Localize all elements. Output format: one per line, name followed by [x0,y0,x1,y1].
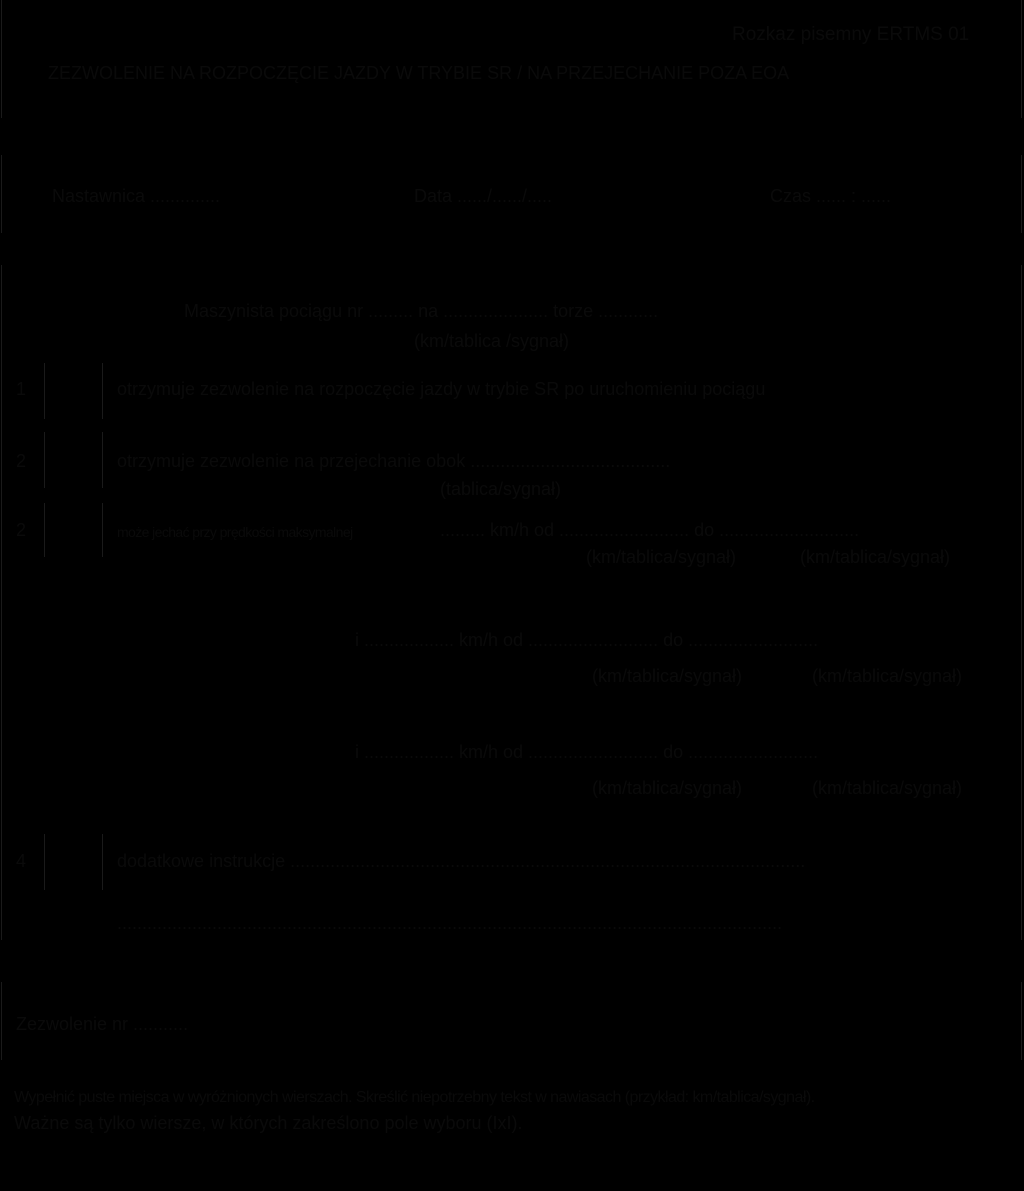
form-title: ZEZWOLENIE NA ROZPOCZĘCIE JAZDY W TRYBIE SR / NA PRZEJECHANIE POZA EOA [48,63,790,83]
right-border-top [1021,0,1022,118]
row3-sub1-hint-to: (km/tablica/sygnał) [812,666,963,686]
footer-instructions: Wypełnić puste miejsca w wyróżnionych wierszach. Skreślić niepotrzebny tekst w nawiasach (przykład: km/tablica/sygnał). [14,1089,815,1106]
date-field[interactable]: Data ....../....../..... [414,186,553,206]
row3-sub2-hint-from: (km/tablica/sygnał) [592,778,743,798]
row3-sub2-hint-to: (km/tablica/sygnał) [812,778,963,798]
form-id: Rozkaz pisemny ERTMS 01 [732,24,970,45]
row3-checkbox[interactable] [44,503,104,557]
nastawnica-field[interactable]: Nastawnica .............. [52,186,221,206]
right-border-main [1021,265,1022,940]
row3-sub1-hint-from: (km/tablica/sygnał) [592,666,743,686]
driver-line[interactable]: Maszynista pociągu nr ......... na ..................... torze ............ [184,301,659,321]
row4-text[interactable]: dodatkowe instrukcje ....................................................................................................... [117,851,806,871]
row3-sub1-line[interactable]: i .................. km/h od .......................... do .......................... [355,630,819,650]
row2-number: 2 [16,451,27,471]
row3-hint-to: (km/tablica/sygnał) [800,547,951,567]
left-border-main [1,265,2,940]
row3-prefix: może jechać przy prędkości maksymalnej [117,524,353,540]
row3-number: 2 [16,520,27,540]
row4-checkbox[interactable] [44,834,104,890]
row1-number: 1 [16,379,27,399]
left-border-permit [1,982,2,1060]
row3-speed-line[interactable]: ......... km/h od .......................... do ............................ [440,520,860,540]
row4-continuation[interactable]: ..................................................................................................................................... [117,913,783,933]
permit-number[interactable]: Zezwolenie nr ........... [16,1014,189,1034]
row2-checkbox[interactable] [44,432,104,488]
left-border-top [1,0,2,118]
left-border-info [1,155,2,233]
row2-text[interactable]: otrzymuje zezwolenie na przejechanie obok ........................................ [117,451,671,471]
right-border-permit [1021,982,1022,1060]
time-field[interactable]: Czas ...... : ...... [770,186,892,206]
right-border-info [1021,155,1022,233]
row3-hint-from: (km/tablica/sygnał) [586,547,737,567]
driver-hint: (km/tablica /sygnał) [414,331,570,351]
row2-hint: (tablica/sygnał) [440,479,562,499]
footer-validity-note: Ważne są tylko wiersze, w których zakreślono pole wyboru (IxI). [14,1113,523,1133]
row1-checkbox[interactable] [44,363,104,419]
row4-number: 4 [16,851,27,871]
row3-sub2-line[interactable]: i .................. km/h od .......................... do .......................... [355,742,819,762]
row1-text: otrzymuje zezwolenie na rozpoczęcie jazdy w trybie SR po uruchomieniu pociągu [117,379,766,399]
